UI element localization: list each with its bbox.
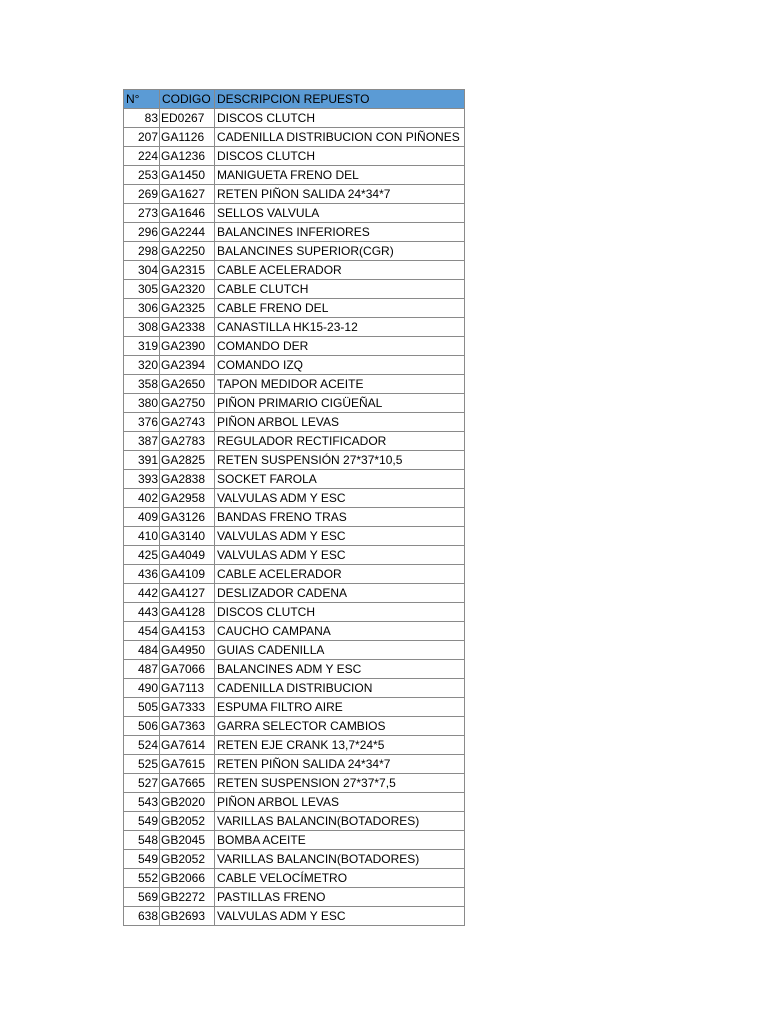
cell-number: 83 xyxy=(124,109,160,128)
cell-number: 409 xyxy=(124,508,160,527)
cell-number: 273 xyxy=(124,204,160,223)
table-row xyxy=(124,356,465,375)
cell-code: GA2838 xyxy=(160,470,215,489)
cell-number: 490 xyxy=(124,679,160,698)
cell-number: 436 xyxy=(124,565,160,584)
table-row xyxy=(124,318,465,337)
cell-code: GA2743 xyxy=(160,413,215,432)
cell-number: 298 xyxy=(124,242,160,261)
cell-description: DISCOS CLUTCH xyxy=(215,603,465,622)
cell-description: TAPON MEDIDOR ACEITE xyxy=(215,375,465,394)
cell-description: RETEN PIÑON SALIDA 24*34*7 xyxy=(215,755,465,774)
cell-description: GUIAS CADENILLA xyxy=(215,641,465,660)
cell-description: VALVULAS ADM Y ESC xyxy=(215,489,465,508)
cell-description: CABLE FRENO DEL xyxy=(215,299,465,318)
cell-description: SOCKET FAROLA xyxy=(215,470,465,489)
cell-code: GB2272 xyxy=(160,888,215,907)
cell-description: PIÑON ARBOL LEVAS xyxy=(215,793,465,812)
table-row xyxy=(124,622,465,641)
cell-description: DISCOS CLUTCH xyxy=(215,147,465,166)
table-row xyxy=(124,603,465,622)
cell-code: GA2825 xyxy=(160,451,215,470)
cell-number: 569 xyxy=(124,888,160,907)
table-row xyxy=(124,204,465,223)
cell-number: 391 xyxy=(124,451,160,470)
cell-code: GA2338 xyxy=(160,318,215,337)
table-row xyxy=(124,869,465,888)
table-row xyxy=(124,907,465,926)
cell-number: 296 xyxy=(124,223,160,242)
cell-code: GA4153 xyxy=(160,622,215,641)
table-row xyxy=(124,888,465,907)
cell-number: 358 xyxy=(124,375,160,394)
table-row xyxy=(124,166,465,185)
cell-code: GA1646 xyxy=(160,204,215,223)
table-row xyxy=(124,527,465,546)
cell-description: BALANCINES ADM Y ESC xyxy=(215,660,465,679)
cell-description: PIÑON ARBOL LEVAS xyxy=(215,413,465,432)
cell-code: GA2783 xyxy=(160,432,215,451)
cell-description: CABLE ACELERADOR xyxy=(215,261,465,280)
cell-number: 638 xyxy=(124,907,160,926)
cell-code: GA2315 xyxy=(160,261,215,280)
column-header-number: N° xyxy=(124,90,160,109)
cell-description: CABLE CLUTCH xyxy=(215,280,465,299)
cell-code: GA1450 xyxy=(160,166,215,185)
cell-description: REGULADOR RECTIFICADOR xyxy=(215,432,465,451)
cell-description: PASTILLAS FRENO xyxy=(215,888,465,907)
cell-code: GB2693 xyxy=(160,907,215,926)
cell-number: 376 xyxy=(124,413,160,432)
cell-code: GA7113 xyxy=(160,679,215,698)
cell-number: 305 xyxy=(124,280,160,299)
table-row xyxy=(124,147,465,166)
cell-number: 306 xyxy=(124,299,160,318)
cell-description: DESLIZADOR CADENA xyxy=(215,584,465,603)
cell-number: 319 xyxy=(124,337,160,356)
table-row xyxy=(124,508,465,527)
cell-number: 442 xyxy=(124,584,160,603)
cell-number: 304 xyxy=(124,261,160,280)
cell-code: GA2325 xyxy=(160,299,215,318)
table-row xyxy=(124,679,465,698)
cell-description: BALANCINES INFERIORES xyxy=(215,223,465,242)
cell-number: 269 xyxy=(124,185,160,204)
table-row xyxy=(124,698,465,717)
cell-description: VALVULAS ADM Y ESC xyxy=(215,527,465,546)
cell-code: GA2958 xyxy=(160,489,215,508)
cell-code: GB2052 xyxy=(160,850,215,869)
cell-code: GA1126 xyxy=(160,128,215,147)
table-row xyxy=(124,736,465,755)
cell-code: GA7333 xyxy=(160,698,215,717)
table-row xyxy=(124,375,465,394)
cell-code: GA1627 xyxy=(160,185,215,204)
cell-description: RETEN SUSPENSIÓN 27*37*10,5 xyxy=(215,451,465,470)
cell-number: 224 xyxy=(124,147,160,166)
cell-number: 505 xyxy=(124,698,160,717)
cell-code: GA7614 xyxy=(160,736,215,755)
cell-description: BANDAS FRENO TRAS xyxy=(215,508,465,527)
cell-description: VALVULAS ADM Y ESC xyxy=(215,546,465,565)
cell-number: 487 xyxy=(124,660,160,679)
table-row xyxy=(124,774,465,793)
cell-code: GA4109 xyxy=(160,565,215,584)
cell-description: BALANCINES SUPERIOR(CGR) xyxy=(215,242,465,261)
cell-description: COMANDO IZQ xyxy=(215,356,465,375)
cell-code: GB2020 xyxy=(160,793,215,812)
cell-description: CAUCHO CAMPANA xyxy=(215,622,465,641)
cell-description: VALVULAS ADM Y ESC xyxy=(215,907,465,926)
cell-number: 308 xyxy=(124,318,160,337)
cell-code: GB2045 xyxy=(160,831,215,850)
table-row xyxy=(124,413,465,432)
cell-description: DISCOS CLUTCH xyxy=(215,109,465,128)
table-row xyxy=(124,128,465,147)
table-row xyxy=(124,432,465,451)
table-body xyxy=(124,109,465,926)
cell-description: CANASTILLA HK15-23-12 xyxy=(215,318,465,337)
table-row xyxy=(124,812,465,831)
cell-code: GA4128 xyxy=(160,603,215,622)
cell-code: GA2750 xyxy=(160,394,215,413)
cell-description: CABLE ACELERADOR xyxy=(215,565,465,584)
cell-code: GA4950 xyxy=(160,641,215,660)
table-row xyxy=(124,242,465,261)
cell-code: GA2320 xyxy=(160,280,215,299)
table-row xyxy=(124,109,465,128)
cell-description: PIÑON PRIMARIO CIGÜEÑAL xyxy=(215,394,465,413)
cell-description: CADENILLA DISTRIBUCION CON PIÑONES xyxy=(215,128,465,147)
cell-description: VARILLAS BALANCIN(BOTADORES) xyxy=(215,850,465,869)
table-row xyxy=(124,280,465,299)
cell-number: 380 xyxy=(124,394,160,413)
cell-code: GA7066 xyxy=(160,660,215,679)
cell-description: ESPUMA FILTRO AIRE xyxy=(215,698,465,717)
cell-code: GA7665 xyxy=(160,774,215,793)
cell-number: 484 xyxy=(124,641,160,660)
table-row xyxy=(124,584,465,603)
cell-code: GB2052 xyxy=(160,812,215,831)
cell-description: COMANDO DER xyxy=(215,337,465,356)
cell-number: 320 xyxy=(124,356,160,375)
cell-code: GA3126 xyxy=(160,508,215,527)
table-header-row xyxy=(124,90,465,109)
cell-description: RETEN EJE CRANK 13,7*24*5 xyxy=(215,736,465,755)
table-row xyxy=(124,185,465,204)
cell-number: 552 xyxy=(124,869,160,888)
cell-description: CADENILLA DISTRIBUCION xyxy=(215,679,465,698)
cell-number: 549 xyxy=(124,812,160,831)
cell-code: GA7615 xyxy=(160,755,215,774)
cell-code: GA2394 xyxy=(160,356,215,375)
cell-description: BOMBA ACEITE xyxy=(215,831,465,850)
cell-number: 543 xyxy=(124,793,160,812)
cell-code: GA2244 xyxy=(160,223,215,242)
cell-description: GARRA SELECTOR CAMBIOS xyxy=(215,717,465,736)
table-row xyxy=(124,755,465,774)
cell-number: 527 xyxy=(124,774,160,793)
cell-number: 443 xyxy=(124,603,160,622)
cell-code: GB2066 xyxy=(160,869,215,888)
cell-description: VARILLAS BALANCIN(BOTADORES) xyxy=(215,812,465,831)
cell-description: MANIGUETA FRENO DEL xyxy=(215,166,465,185)
table-row xyxy=(124,660,465,679)
cell-description: CABLE VELOCÍMETRO xyxy=(215,869,465,888)
cell-number: 207 xyxy=(124,128,160,147)
table-row xyxy=(124,831,465,850)
table-row xyxy=(124,451,465,470)
table-row xyxy=(124,565,465,584)
column-header-description: DESCRIPCION REPUESTO xyxy=(215,90,465,109)
cell-number: 549 xyxy=(124,850,160,869)
cell-number: 425 xyxy=(124,546,160,565)
parts-table xyxy=(123,89,465,926)
table-row xyxy=(124,470,465,489)
table-row xyxy=(124,793,465,812)
cell-code: GA3140 xyxy=(160,527,215,546)
table-row xyxy=(124,641,465,660)
table-row xyxy=(124,489,465,508)
cell-code: GA2390 xyxy=(160,337,215,356)
cell-code: GA7363 xyxy=(160,717,215,736)
cell-code: GA2650 xyxy=(160,375,215,394)
cell-code: GA4127 xyxy=(160,584,215,603)
cell-number: 548 xyxy=(124,831,160,850)
cell-number: 393 xyxy=(124,470,160,489)
table-row xyxy=(124,850,465,869)
cell-code: GA4049 xyxy=(160,546,215,565)
table-row xyxy=(124,223,465,242)
cell-description: RETEN PIÑON SALIDA 24*34*7 xyxy=(215,185,465,204)
cell-number: 524 xyxy=(124,736,160,755)
table-row xyxy=(124,546,465,565)
cell-code: ED0267 xyxy=(160,109,215,128)
cell-code: GA2250 xyxy=(160,242,215,261)
cell-number: 506 xyxy=(124,717,160,736)
cell-description: RETEN SUSPENSION 27*37*7,5 xyxy=(215,774,465,793)
table-row xyxy=(124,299,465,318)
table-row xyxy=(124,337,465,356)
cell-description: SELLOS VALVULA xyxy=(215,204,465,223)
cell-code: GA1236 xyxy=(160,147,215,166)
table-row xyxy=(124,261,465,280)
column-header-code: CODIGO xyxy=(160,90,215,109)
cell-number: 387 xyxy=(124,432,160,451)
cell-number: 253 xyxy=(124,166,160,185)
table-row xyxy=(124,717,465,736)
cell-number: 402 xyxy=(124,489,160,508)
cell-number: 410 xyxy=(124,527,160,546)
cell-number: 525 xyxy=(124,755,160,774)
table-row xyxy=(124,394,465,413)
cell-number: 454 xyxy=(124,622,160,641)
